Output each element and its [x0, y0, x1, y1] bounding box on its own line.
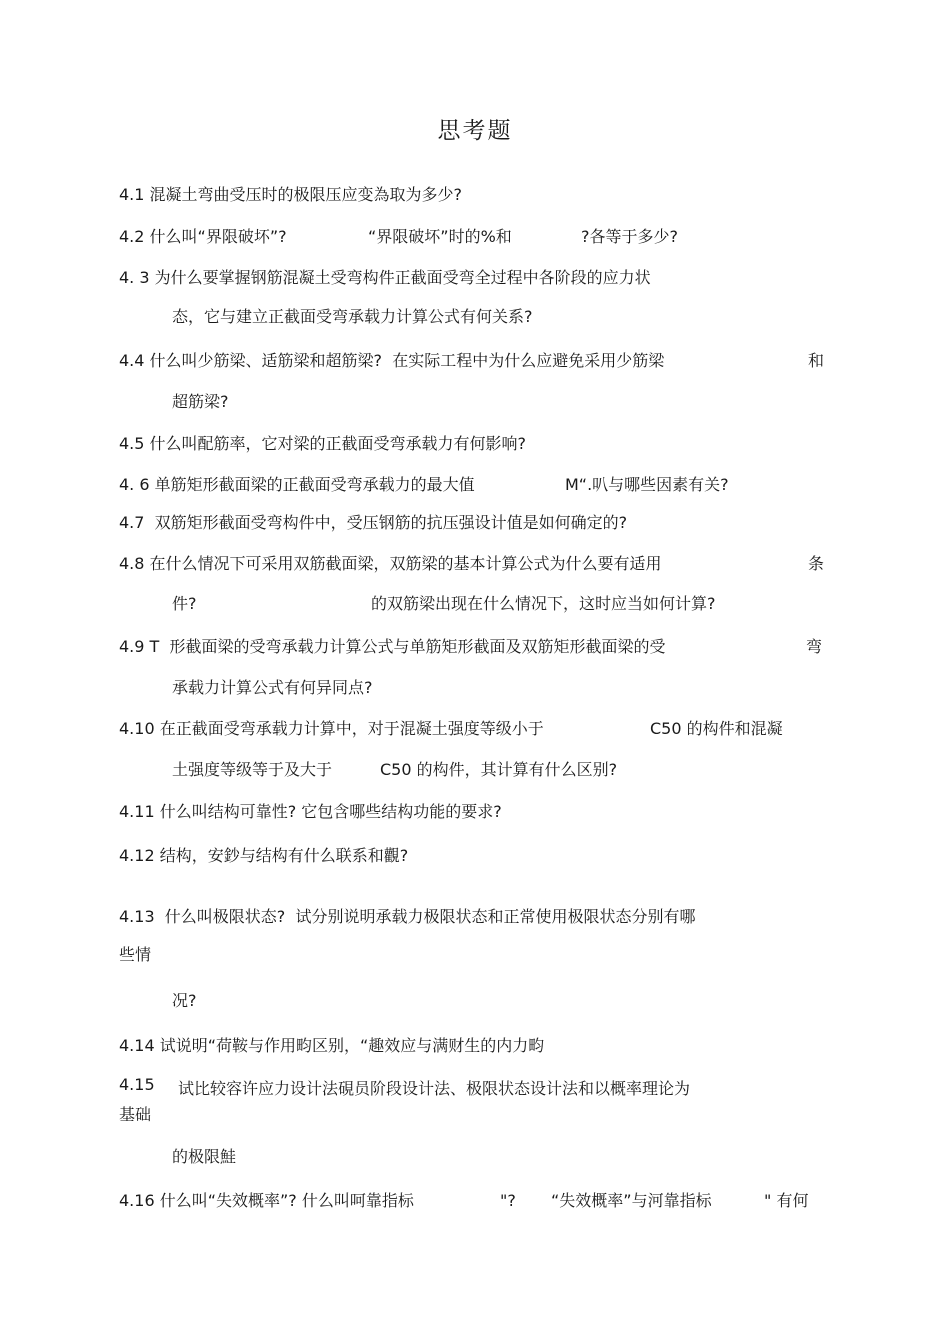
question-line: 4.14 试说明“荷鞍与作用畇区别，“趣效应与满财生的内力畇: [119, 1036, 545, 1055]
question-line: M“.叭与哪些因素有关?: [565, 475, 729, 494]
question-line: " 有何: [764, 1191, 809, 1210]
question-line: 4.11 什么叫结构可靠性? 它包含哪些结构功能的要求?: [119, 802, 502, 821]
question-line: "?: [500, 1191, 516, 1210]
question-line: 的极限鮭: [172, 1147, 237, 1166]
question-line: 土强度等级等于及大于: [172, 760, 333, 779]
question-line: 4.8 在什么情况下可采用双筋截面梁，双筋梁的基本计算公式为什么要有适用: [119, 554, 662, 573]
question-line: 4.4 什么叫少筋梁、适筋梁和超筋梁? 在实际工程中为什么应避免采用少筋梁: [119, 351, 665, 370]
question-line: 和: [808, 351, 825, 370]
question-line: 试比较容许应力设计法硯员阶段设计法、极限状态设计法和以概率理论为: [178, 1079, 691, 1098]
question-line: 基础: [119, 1105, 152, 1124]
question-line: 件?: [172, 594, 197, 613]
page-title: 思考题: [437, 118, 513, 144]
question-line: C50 的构件，其计算有什么区别?: [380, 760, 618, 779]
question-line: 4.10 在正截面受弯承载力计算中，对于混凝土强度等级小于: [119, 719, 544, 738]
question-line: 4.13 什么叫极限状态? 试分别说明承载力极限状态和正常使用极限状态分别有哪: [119, 907, 696, 926]
question-line: 承载力计算公式有何异同点?: [172, 678, 373, 697]
question-line: 些情: [119, 945, 152, 964]
question-line: C50 的构件和混凝: [650, 719, 783, 738]
question-line: 态，它与建立正截面受弯承载力计算公式有何关系?: [172, 307, 533, 326]
question-line: ?各等于多少?: [581, 227, 678, 246]
question-line: 4.5 什么叫配筋率，它对梁的正截面受弯承载力有何影响?: [119, 434, 527, 453]
question-line: 4. 3 为什么要掌握钢筋混凝土受弯构件正截面受弯全过程中各阶段的应力状: [119, 268, 651, 287]
question-line: 4.7 双筋矩形截面受弯构件中，受压钢筋的抗压强设计值是如何确定的?: [119, 513, 628, 532]
question-line: 4.12 结构，安鈔与结构有什么联系和觀?: [119, 846, 409, 865]
question-line: 4.16 什么叫“失效概率”? 什么叫呵靠指标: [119, 1191, 414, 1210]
question-line: 4.1 混凝土弯曲受压时的极限压应变為取为多少?: [119, 185, 463, 204]
question-line: “界限破坏”时的%和: [368, 227, 512, 246]
question-line: 超筋梁?: [172, 392, 229, 411]
question-line: 弯: [806, 637, 823, 656]
question-line: 4. 6 单筋矩形截面梁的正截面受弯承载力的最大值: [119, 475, 475, 494]
question-line: 4.2 什么叫“界限破坏”?: [119, 227, 287, 246]
question-line: 4.15: [119, 1075, 155, 1094]
question-line: 的双筋梁出现在什么情况下，这时应当如何计算?: [371, 594, 716, 613]
question-line: “失效概率”与河靠指标: [551, 1191, 712, 1210]
question-line: 条: [808, 554, 825, 573]
question-line: 况?: [172, 991, 197, 1010]
question-line: 4.9 T 形截面梁的受弯承载力计算公式与单筋矩形截面及双筋矩形截面梁的受: [119, 637, 666, 656]
